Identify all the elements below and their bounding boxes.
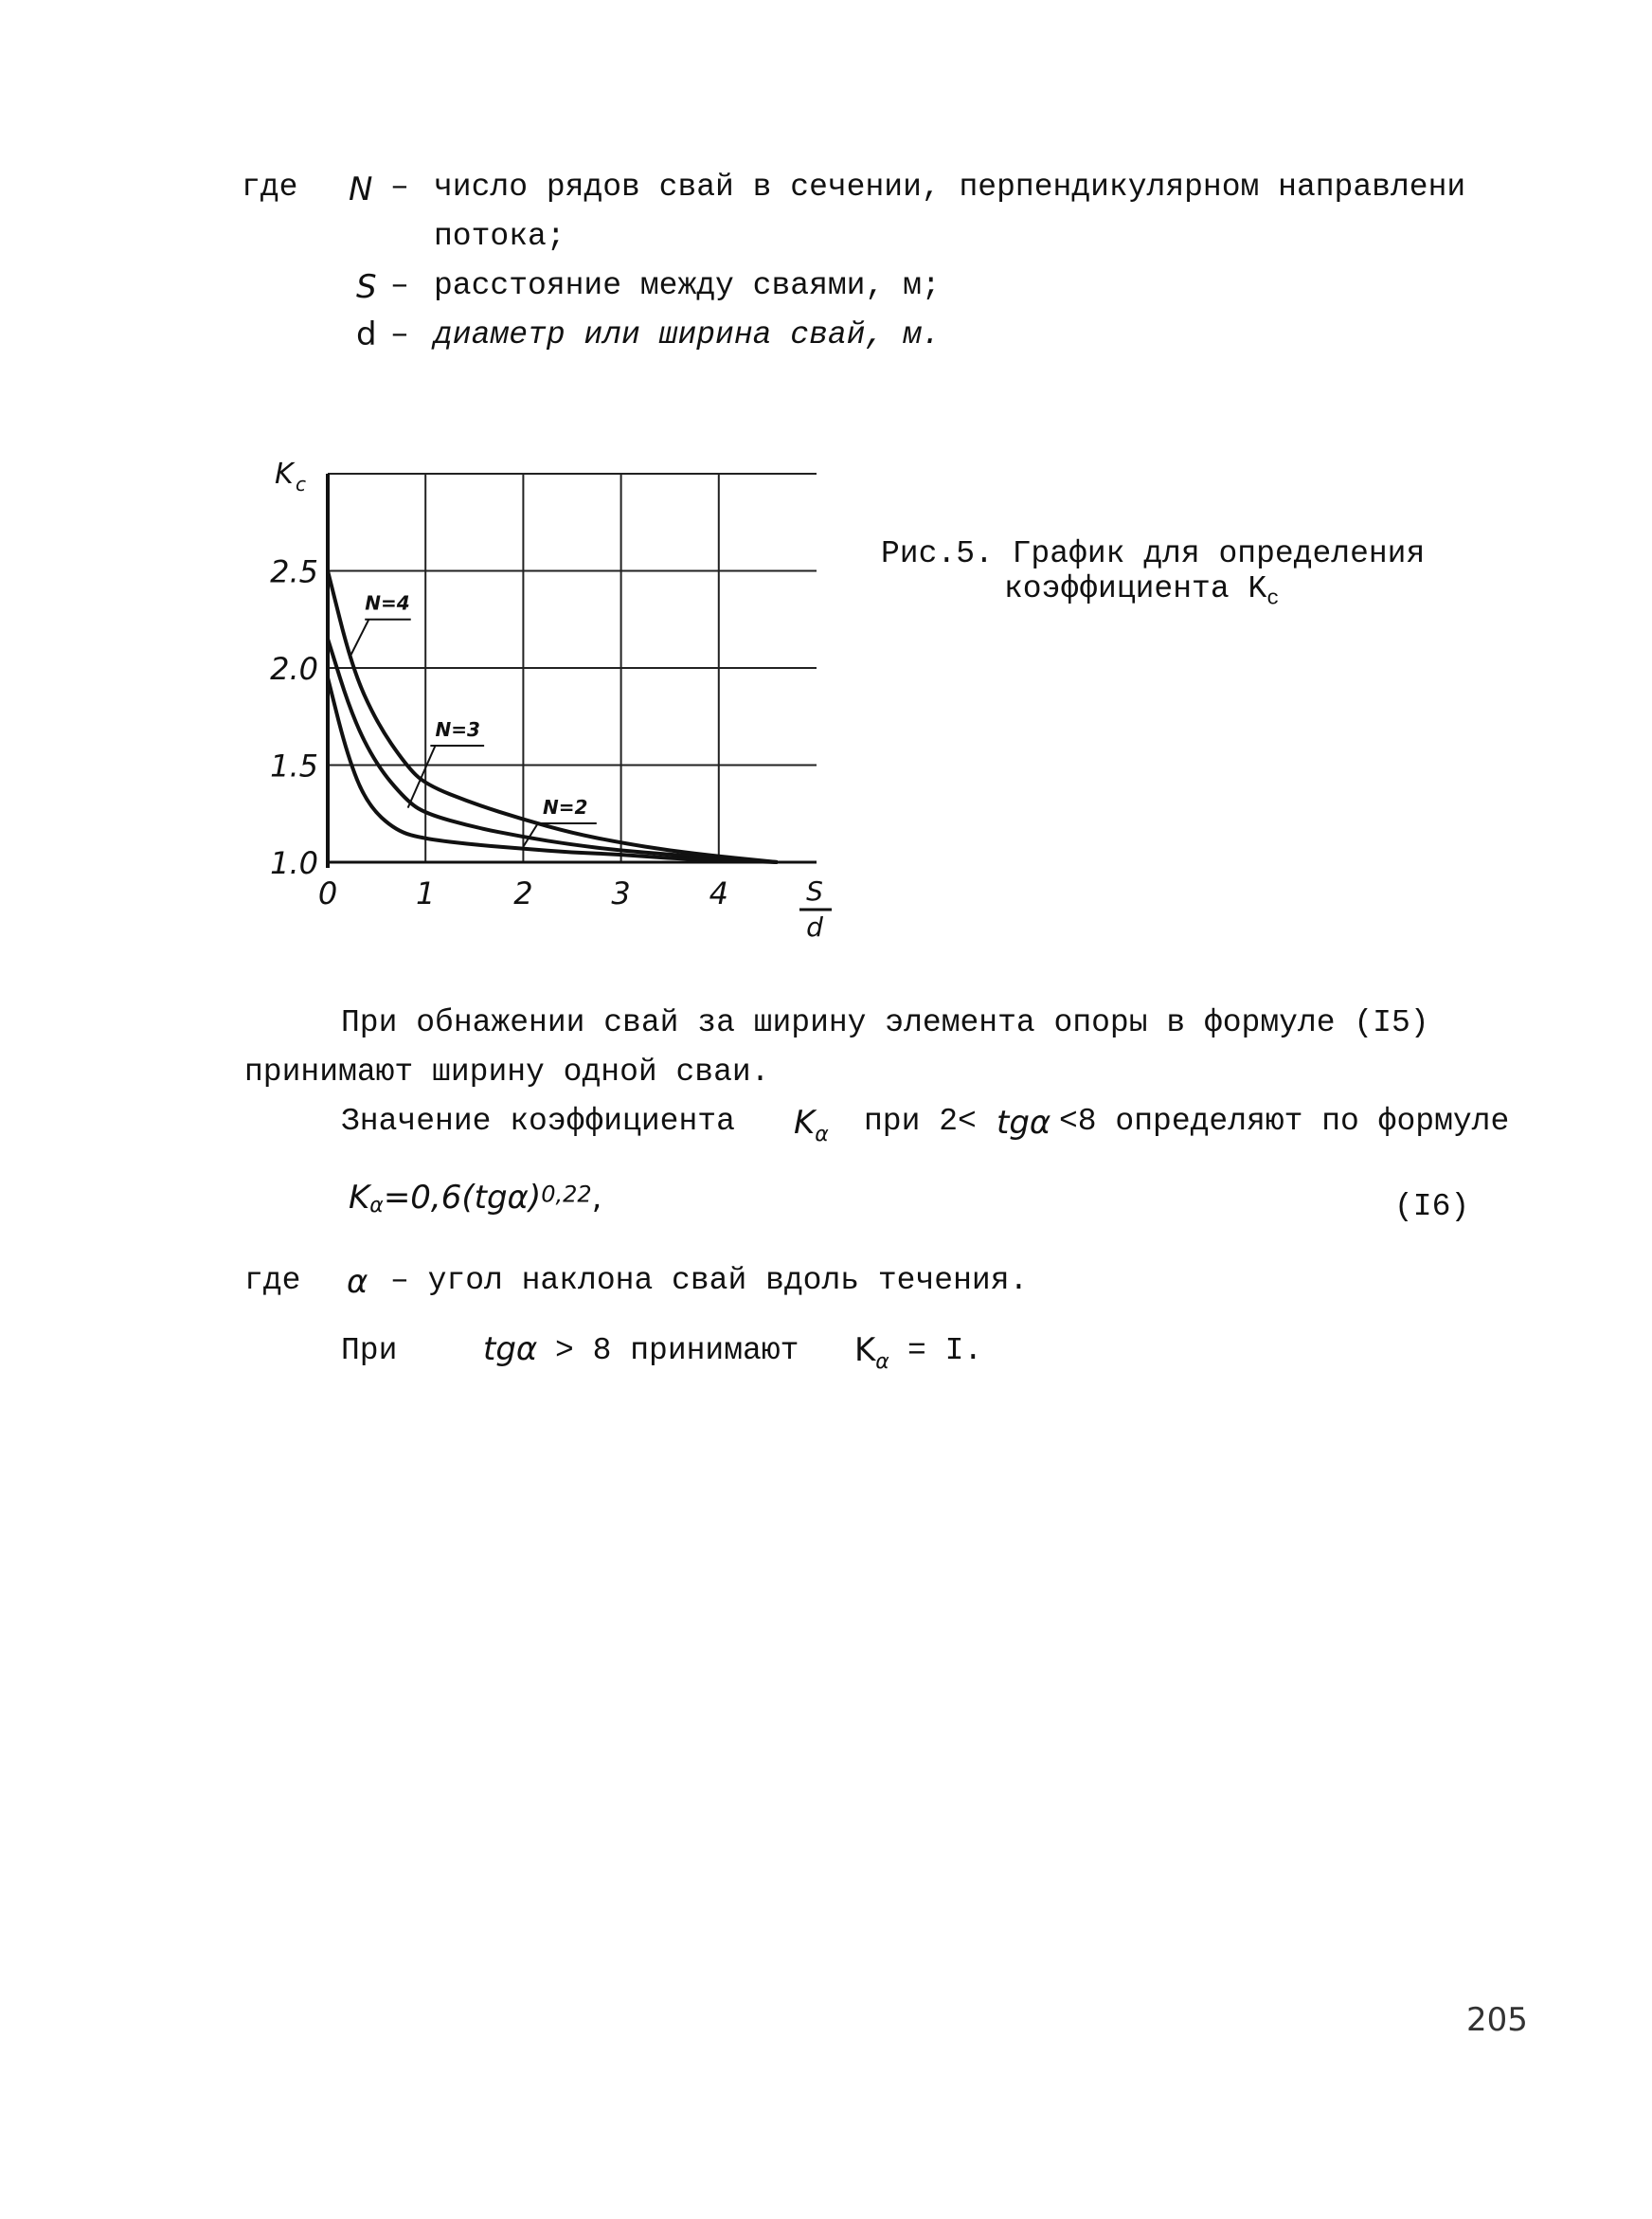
x-axis-label-numerator: S	[806, 875, 823, 907]
last-line-k: $K_\alpha$	[854, 1331, 889, 1374]
symbol-d: d	[356, 316, 377, 353]
dash-n: –	[390, 170, 409, 205]
curve-n-4	[328, 571, 778, 863]
series-label: N=3	[435, 717, 480, 741]
last-line-pri: При	[341, 1333, 398, 1368]
tg-alpha-symbol: tgα	[997, 1104, 1051, 1142]
chart-labels	[275, 458, 832, 938]
curve-n-2	[328, 677, 778, 862]
k-alpha-symbol: $K_\alpha$	[794, 1104, 829, 1146]
caption-text: коэффициента K	[1004, 571, 1267, 606]
formula-rhs: =0,6(tgα)	[383, 1179, 542, 1217]
alpha-definition: – угол наклона свай вдоль течения.	[390, 1263, 1029, 1298]
paragraph-2-pre: Значение коэффициента	[341, 1104, 735, 1139]
formula-number: (I6)	[1394, 1189, 1470, 1224]
last-line-mid: > 8 принимают	[555, 1333, 799, 1368]
y-axis-label: K	[275, 458, 294, 491]
alpha-symbol: α	[347, 1263, 368, 1301]
definition-s: расстояние между сваями, м;	[434, 268, 941, 303]
formula-lhs: K	[349, 1179, 370, 1217]
y-tick-label: 1.5	[270, 748, 318, 785]
series-label: N=4	[365, 591, 410, 615]
chart-curves	[328, 571, 778, 863]
x-tick-label: 1	[416, 875, 436, 911]
x-axis-label-denominator: d	[806, 911, 823, 938]
x-tick-label: 0	[317, 875, 338, 911]
definition-d: диаметр или ширина свай, м.	[434, 317, 941, 352]
dash-s: –	[390, 268, 409, 303]
last-line-tg: tgα	[483, 1330, 538, 1368]
x-tick-label: 2	[513, 875, 533, 911]
last-line-end: = I.	[907, 1333, 983, 1368]
figure-caption-line2	[1004, 570, 1279, 619]
series-label-leader	[350, 620, 369, 658]
caption-subscript: c	[1266, 586, 1280, 611]
formula-exponent: 0,22	[541, 1181, 592, 1208]
symbol-s: S	[356, 268, 377, 306]
definition-n: число рядов свай в сечении, перпендикулярном направлени	[434, 170, 1466, 205]
x-tick-label: 3	[611, 875, 631, 911]
kc-chart	[256, 445, 843, 938]
series-label: N=2	[543, 795, 588, 819]
series-label-leader	[523, 823, 537, 847]
y-tick-label: 2.5	[270, 553, 318, 590]
page-number: 205	[1466, 2001, 1528, 2039]
dash-d: –	[390, 317, 409, 352]
where-label-2: где	[244, 1263, 301, 1298]
symbol-n: N	[349, 171, 373, 208]
paragraph-2-post: <8 определяют по формуле	[1059, 1104, 1510, 1139]
figure-caption-line1: Рис.5. График для определения	[881, 536, 1426, 571]
y-tick-label: 2.0	[270, 651, 318, 687]
y-axis-label-subscript: c	[296, 473, 306, 496]
formula-16: $K_\alpha=0,6(tg\alpha)^{0,22}$,	[349, 1179, 602, 1218]
where-label: где	[242, 170, 298, 205]
definition-n-continued: потока;	[434, 219, 566, 254]
paragraph-1-line-2: принимают ширину одной сваи.	[244, 1055, 770, 1090]
x-tick-label: 4	[709, 875, 728, 911]
paragraph-2-mid: при 2<	[864, 1104, 977, 1139]
series-label-leader	[408, 746, 436, 808]
formula-comma: ,	[591, 1179, 602, 1217]
paragraph-1-line-1: При обнажении свай за ширину элемента опоры в формуле (I5)	[341, 1005, 1429, 1040]
y-tick-label: 1.0	[270, 845, 318, 881]
